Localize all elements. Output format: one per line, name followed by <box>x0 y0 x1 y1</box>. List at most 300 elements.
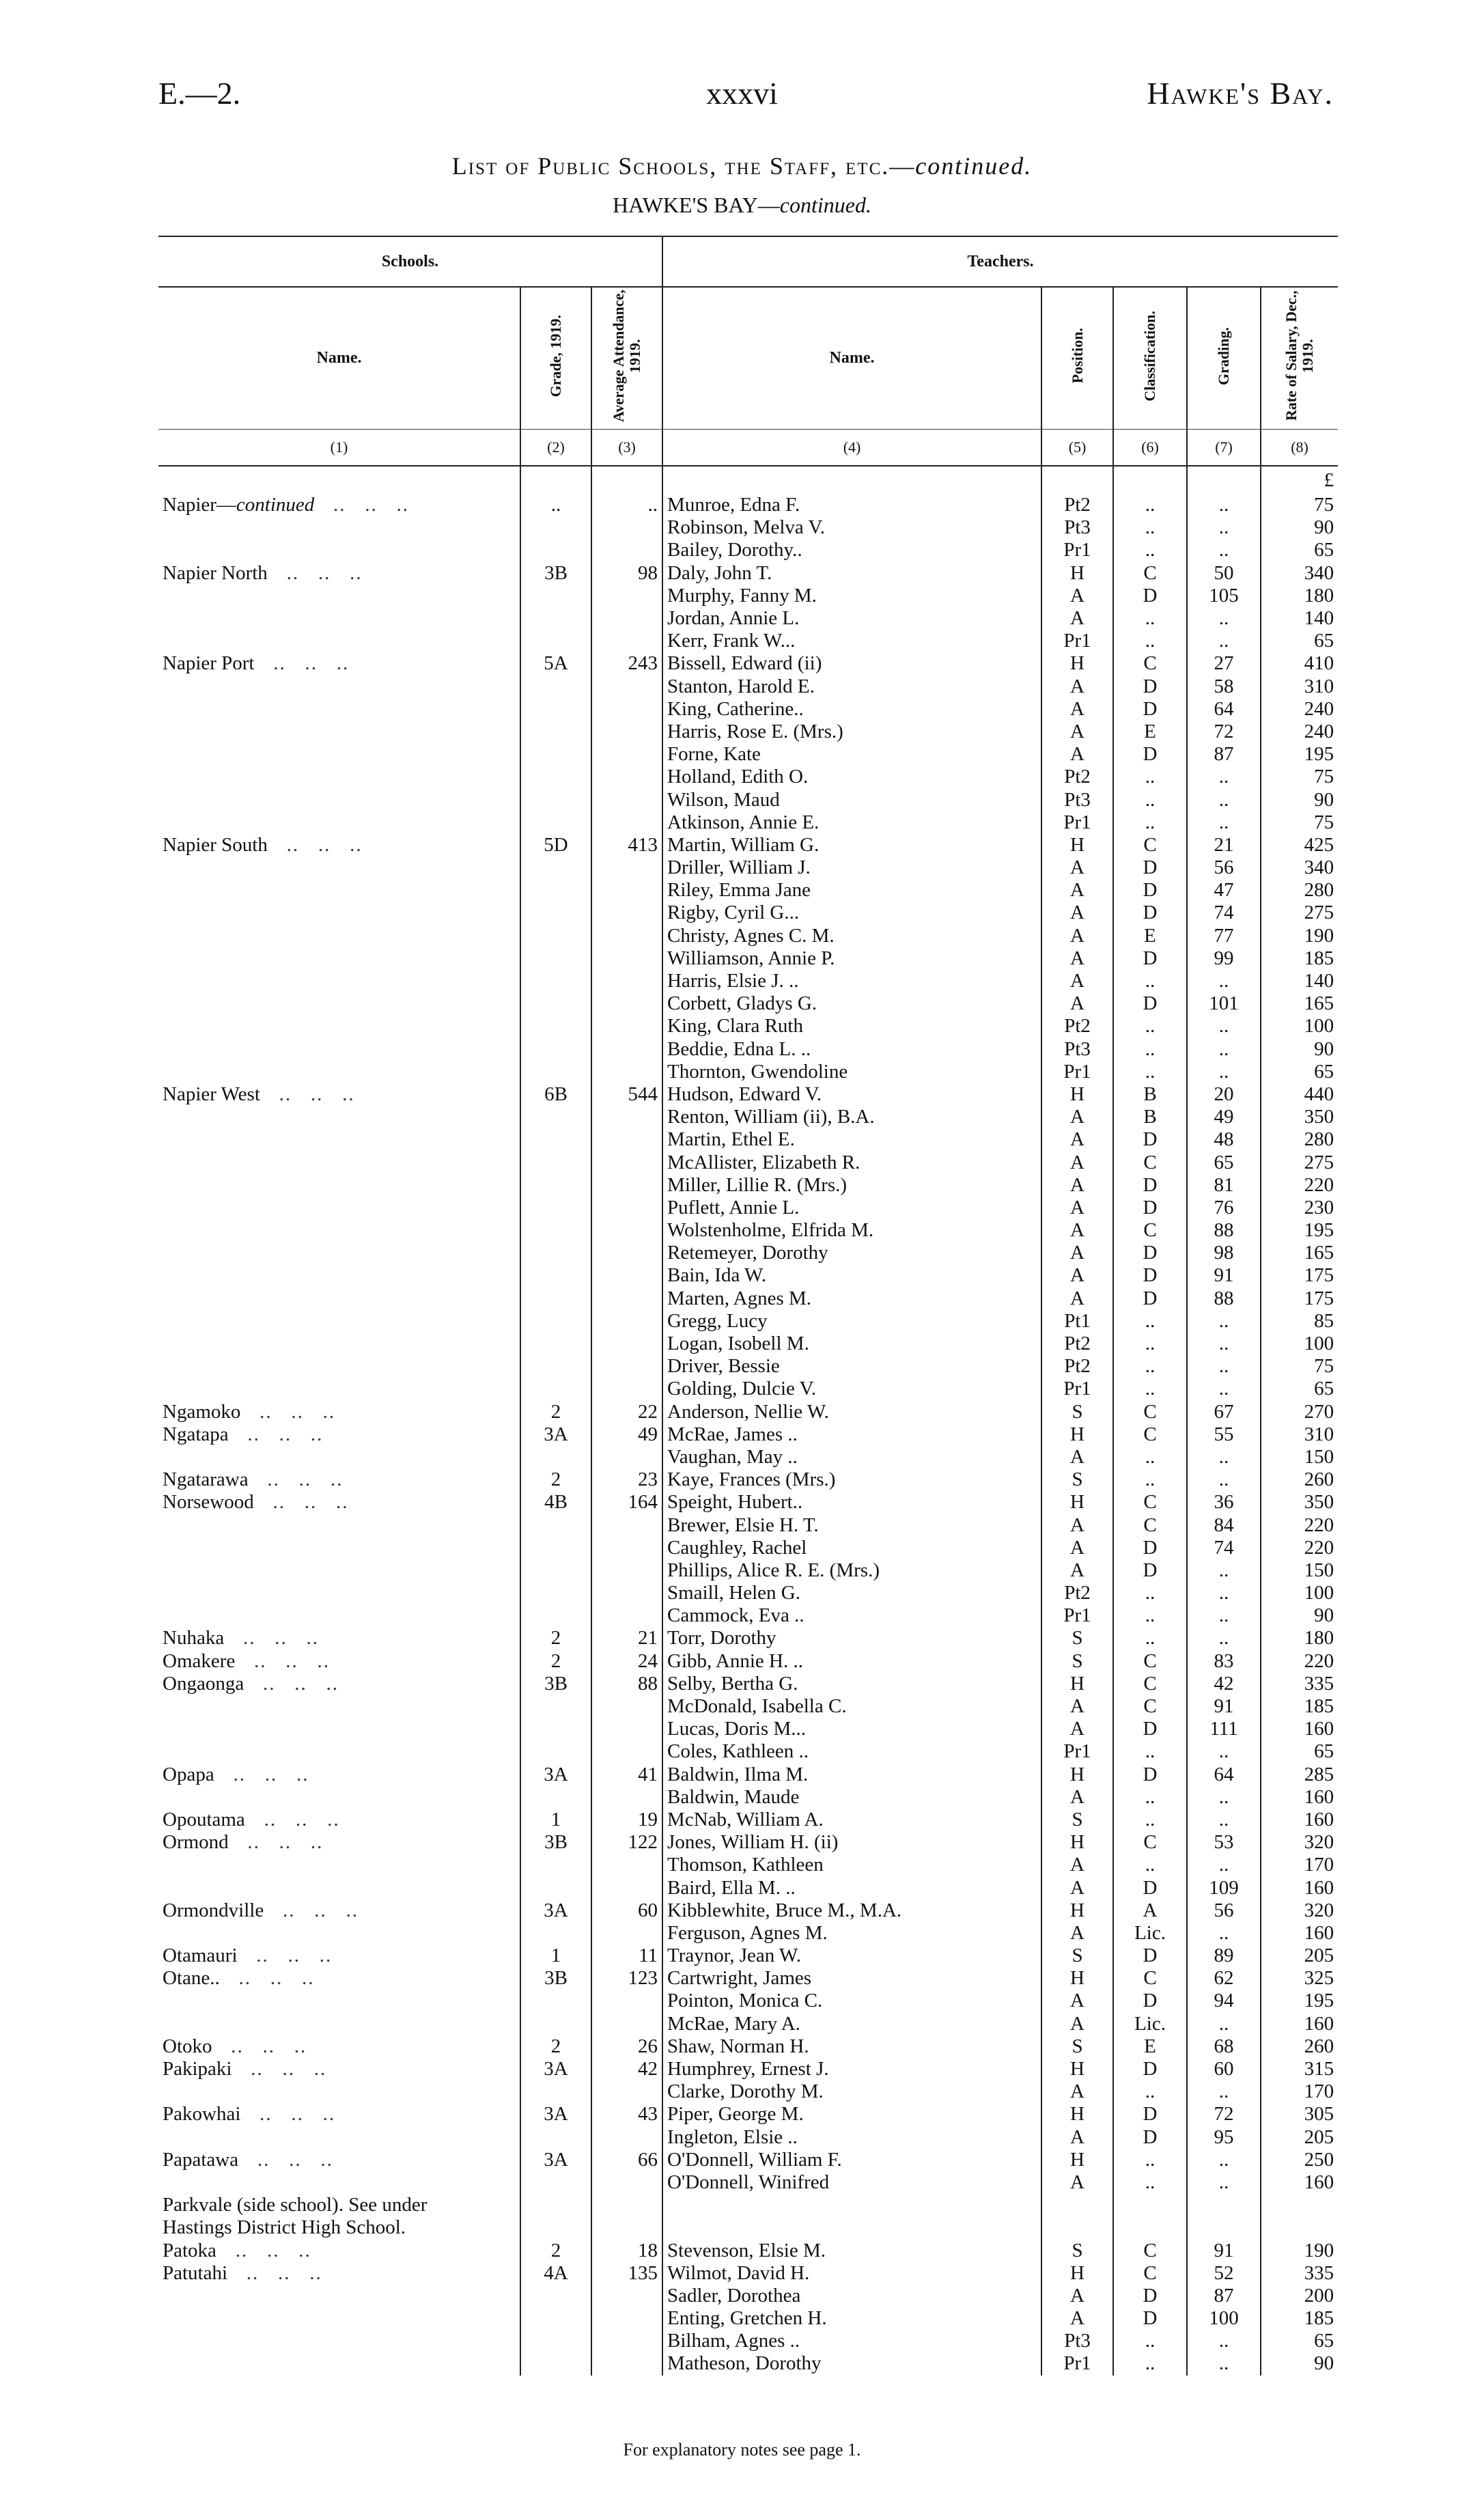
teacher-classification: .. <box>1113 1786 1187 1809</box>
teacher-grading: 65 <box>1187 1151 1261 1173</box>
teacher-classification: D <box>1113 947 1187 970</box>
school-name <box>158 856 520 879</box>
teacher-grading: .. <box>1187 2171 1261 2194</box>
teacher-name <box>662 1264 1041 1287</box>
table-row <box>158 879 1338 902</box>
school-attendance: 11 <box>591 1945 662 1967</box>
school-attendance <box>591 2080 662 2103</box>
teacher-classification: .. <box>1113 1582 1187 1604</box>
table-row <box>158 2058 1338 2080</box>
school-attendance <box>591 1740 662 1763</box>
school-attendance <box>591 1559 662 1582</box>
col-position <box>1041 287 1113 430</box>
teacher-position: A <box>1041 1854 1113 1876</box>
school-attendance: 135 <box>591 2262 662 2285</box>
teacher-name <box>662 1038 1041 1061</box>
teacher-grading: .. <box>1187 1446 1261 1468</box>
teacher-name <box>662 1990 1041 2012</box>
table-row <box>158 1899 1338 1922</box>
teacher-name-text: Kibblewhite, Bruce M., M.A. <box>667 1899 902 1921</box>
school-name-text: Ormond <box>163 1831 229 1854</box>
school-grade: 2 <box>520 2239 591 2261</box>
teacher-classification: D <box>1113 585 1187 607</box>
teacher-classification: Lic. <box>1113 1922 1187 1945</box>
teacher-name-text: Kerr, Frank W... <box>667 630 796 652</box>
teacher-grading: 77 <box>1187 925 1261 947</box>
teacher-salary: 220 <box>1261 1514 1338 1536</box>
school-name <box>158 1219 520 1242</box>
school-grade <box>520 1876 591 1899</box>
teacher-position <box>1041 2216 1113 2239</box>
teacher-name-text: Jordan, Annie L. <box>667 607 800 630</box>
school-name <box>158 902 520 924</box>
school-name-text: Napier West <box>163 1083 260 1105</box>
teacher-position: A <box>1041 698 1113 721</box>
teacher-name-text: Holland, Edith O. <box>667 766 809 788</box>
teacher-grading: 95 <box>1187 2126 1261 2149</box>
school-grade <box>520 743 591 766</box>
col-num-1: (1) <box>158 430 520 466</box>
table-row <box>158 2149 1338 2171</box>
teacher-position: Pt3 <box>1041 788 1113 811</box>
teacher-name <box>662 2103 1041 2126</box>
teacher-name <box>662 2330 1041 2352</box>
teacher-grading: .. <box>1187 1015 1261 1037</box>
school-name <box>158 721 520 743</box>
teacher-grading: 27 <box>1187 652 1261 675</box>
teacher-name <box>662 1604 1041 1627</box>
teacher-name <box>662 1876 1041 1899</box>
teacher-name-text: Gregg, Lucy <box>667 1309 768 1332</box>
school-name <box>158 1310 520 1333</box>
teacher-salary: 350 <box>1261 1106 1338 1128</box>
teacher-position: H <box>1041 652 1113 675</box>
teacher-position: A <box>1041 1446 1113 1468</box>
table-row <box>158 630 1338 652</box>
teacher-name <box>662 494 1041 516</box>
school-name <box>158 607 520 630</box>
teacher-position: H <box>1041 1423 1113 1446</box>
teacher-classification: .. <box>1113 2171 1187 2194</box>
teacher-grading: .. <box>1187 2330 1261 2352</box>
teacher-name-text: Forne, Kate <box>667 743 761 766</box>
school-name <box>158 2035 520 2058</box>
school-name-text: Otane.. <box>163 1967 220 1990</box>
teacher-position: A <box>1041 2126 1113 2149</box>
teacher-salary: 200 <box>1261 2285 1338 2307</box>
teacher-salary: 195 <box>1261 743 1338 766</box>
teacher-grading: .. <box>1187 1854 1261 1876</box>
teacher-position: Pt3 <box>1041 1038 1113 1061</box>
teacher-classification: C <box>1113 562 1187 585</box>
teacher-name-text: Thomson, Kathleen <box>667 1854 824 1876</box>
teacher-name <box>662 1718 1041 1740</box>
teacher-position: A <box>1041 1876 1113 1899</box>
teacher-salary: 190 <box>1261 925 1338 947</box>
teacher-name <box>662 1174 1041 1197</box>
school-attendance: 21 <box>591 1627 662 1649</box>
leader-dots: .. .. .. <box>235 1649 331 1672</box>
school-grade: 1 <box>520 1945 591 1967</box>
group-header-row <box>158 236 1338 287</box>
school-name <box>158 811 520 834</box>
table-row <box>158 2171 1338 2194</box>
teacher-classification: .. <box>1113 1740 1187 1763</box>
teacher-salary: 175 <box>1261 1264 1338 1287</box>
school-name <box>158 1106 520 1128</box>
teacher-salary: 315 <box>1261 2058 1338 2080</box>
teacher-classification: .. <box>1113 2149 1187 2171</box>
teacher-salary: 75 <box>1261 766 1338 788</box>
school-name <box>158 562 520 585</box>
table-row <box>158 2216 1338 2239</box>
school-name <box>158 1264 520 1287</box>
school-name-text: Patoka <box>163 2239 216 2261</box>
school-name <box>158 698 520 721</box>
school-grade: 3B <box>520 1967 591 1990</box>
teacher-name-text: Anderson, Nellie W. <box>667 1400 829 1423</box>
teacher-name-text: Baldwin, Ilma M. <box>667 1763 809 1785</box>
teacher-name-text: Wilmot, David H. <box>667 2261 810 2284</box>
table-row <box>158 494 1338 516</box>
teacher-name-text: Renton, William (ii), B.A. <box>667 1106 875 1128</box>
school-attendance <box>591 2013 662 2035</box>
school-grade <box>520 1174 591 1197</box>
teacher-name-text: McRae, Mary A. <box>667 2012 800 2035</box>
school-name <box>158 2013 520 2035</box>
teacher-salary: 90 <box>1261 1038 1338 1061</box>
teacher-grading: .. <box>1187 1604 1261 1627</box>
teacher-salary: 160 <box>1261 1786 1338 1809</box>
teacher-position: S <box>1041 2239 1113 2261</box>
school-grade <box>520 1559 591 1582</box>
table-row <box>158 992 1338 1015</box>
school-grade <box>520 1038 591 1061</box>
teacher-salary: 185 <box>1261 2307 1338 2330</box>
school-attendance <box>591 1718 662 1740</box>
school-attendance <box>591 1219 662 1242</box>
col-num-2: (2) <box>520 430 591 466</box>
teacher-name-text: Daly, John T. <box>667 561 772 584</box>
teacher-name-text: Lucas, Doris M... <box>667 1718 807 1740</box>
table-row <box>158 1945 1338 1967</box>
teacher-position: A <box>1041 947 1113 970</box>
school-grade <box>520 630 591 652</box>
teacher-grading: 98 <box>1187 1242 1261 1264</box>
teacher-position: Pr1 <box>1041 2352 1113 2375</box>
leader-dots: .. .. .. <box>253 1491 349 1514</box>
teacher-name <box>662 2285 1041 2307</box>
school-attendance <box>591 1514 662 1536</box>
school-attendance: .. <box>591 494 662 516</box>
teacher-name-text: Phillips, Alice R. E. (Mrs.) <box>667 1559 880 1581</box>
teacher-name-text: Brewer, Elsie H. T. <box>667 1514 819 1536</box>
teacher-position: H <box>1041 1967 1113 1990</box>
school-grade <box>520 2171 591 2194</box>
teacher-name <box>662 2126 1041 2149</box>
table-row <box>158 743 1338 766</box>
teacher-name <box>662 1446 1041 1468</box>
teacher-classification: .. <box>1113 539 1187 561</box>
school-grade: .. <box>520 494 591 516</box>
teacher-grading: .. <box>1187 2149 1261 2171</box>
teacher-classification: D <box>1113 2126 1187 2149</box>
school-grade <box>520 1740 591 1763</box>
teacher-salary: 230 <box>1261 1197 1338 1219</box>
teacher-name <box>662 2013 1041 2035</box>
teacher-salary: 440 <box>1261 1083 1338 1106</box>
school-name-text: Patutahi <box>163 2261 228 2284</box>
school-grade: 1 <box>520 1809 591 1831</box>
table-row <box>158 1446 1338 1468</box>
teacher-grading: .. <box>1187 1809 1261 1831</box>
teacher-name-text: Munroe, Edna F. <box>667 494 800 516</box>
teacher-name-text: Williamson, Annie P. <box>667 947 835 969</box>
teacher-position: A <box>1041 1242 1113 1264</box>
table-row <box>158 788 1338 811</box>
school-name <box>158 992 520 1015</box>
school-grade <box>520 1128 591 1151</box>
table-row <box>158 1468 1338 1491</box>
teacher-classification: C <box>1113 2262 1187 2285</box>
table-row <box>158 1764 1338 1786</box>
school-attendance <box>591 1537 662 1559</box>
leader-dots: .. .. .. <box>237 1945 333 1967</box>
school-grade: 2 <box>520 2035 591 2058</box>
teacher-grading: 105 <box>1187 585 1261 607</box>
teacher-position: A <box>1041 1786 1113 1809</box>
school-grade <box>520 1355 591 1378</box>
teacher-grading: 99 <box>1187 947 1261 970</box>
teacher-name <box>662 562 1041 585</box>
table-row <box>158 676 1338 698</box>
teacher-name <box>662 1468 1041 1491</box>
teacher-name <box>662 2058 1041 2080</box>
school-grade <box>520 902 591 924</box>
school-name-text: Ngatarawa <box>163 1468 249 1491</box>
school-attendance <box>591 1128 662 1151</box>
teacher-salary: 275 <box>1261 902 1338 924</box>
leader-dots: .. .. .. <box>214 1763 309 1785</box>
teacher-classification: D <box>1113 992 1187 1015</box>
teacher-grading: .. <box>1187 1559 1261 1582</box>
school-grade <box>520 516 591 539</box>
teacher-name-text: Logan, Isobell M. <box>667 1333 809 1355</box>
teacher-classification: .. <box>1113 1378 1187 1400</box>
school-grade <box>520 1854 591 1876</box>
table-row <box>158 1990 1338 2012</box>
school-grade <box>520 1378 591 1400</box>
teacher-classification: E <box>1113 925 1187 947</box>
school-attendance: 24 <box>591 1650 662 1673</box>
teacher-classification: D <box>1113 1718 1187 1740</box>
table-row <box>158 1242 1338 1264</box>
teacher-grading: 62 <box>1187 1967 1261 1990</box>
table-row <box>158 1264 1338 1287</box>
school-grade <box>520 1446 591 1468</box>
school-attendance <box>591 1242 662 1264</box>
school-grade <box>520 1197 591 1219</box>
school-name <box>158 1491 520 1514</box>
school-name <box>158 788 520 811</box>
school-attendance: 98 <box>591 562 662 585</box>
school-grade <box>520 766 591 788</box>
teacher-name <box>662 516 1041 539</box>
teacher-name <box>662 1740 1041 1763</box>
teacher-salary: 205 <box>1261 2126 1338 2149</box>
teacher-salary: 65 <box>1261 630 1338 652</box>
teacher-name-text: Corbett, Gladys G. <box>667 992 817 1015</box>
teacher-name-text: Jones, William H. (ii) <box>667 1831 839 1854</box>
teacher-grading: .. <box>1187 516 1261 539</box>
table-row <box>158 1718 1338 1740</box>
teacher-grading: .. <box>1187 1310 1261 1333</box>
school-grade <box>520 947 591 970</box>
teacher-name-text: Riley, Emma Jane <box>667 879 811 902</box>
teacher-grading: 81 <box>1187 1174 1261 1197</box>
footnote: For explanatory notes see page 1. <box>623 2440 861 2460</box>
teacher-name <box>662 1831 1041 1854</box>
school-name <box>158 2330 520 2352</box>
page-ref: E.—2. <box>158 76 241 111</box>
teacher-classification: .. <box>1113 811 1187 834</box>
teacher-position: H <box>1041 1083 1113 1106</box>
teacher-salary: 340 <box>1261 856 1338 879</box>
teacher-grading: .. <box>1187 811 1261 834</box>
teacher-position: S <box>1041 1468 1113 1491</box>
teacher-grading: 47 <box>1187 879 1261 902</box>
school-attendance <box>591 992 662 1015</box>
school-attendance <box>591 585 662 607</box>
school-name <box>158 1876 520 1899</box>
teacher-grading: 56 <box>1187 856 1261 879</box>
teacher-position: Pt2 <box>1041 494 1113 516</box>
currency-row <box>158 466 1338 494</box>
school-attendance <box>591 1446 662 1468</box>
teacher-name <box>662 1809 1041 1831</box>
teacher-salary: 75 <box>1261 494 1338 516</box>
teacher-position: A <box>1041 1151 1113 1173</box>
teacher-salary: 160 <box>1261 1876 1338 1899</box>
school-name <box>158 2216 520 2239</box>
teacher-classification: .. <box>1113 630 1187 652</box>
school-grade <box>520 2285 591 2307</box>
teacher-salary: 90 <box>1261 1604 1338 1627</box>
teacher-position: A <box>1041 1264 1113 1287</box>
teacher-classification: Lic. <box>1113 2013 1187 2035</box>
school-grade <box>520 1061 591 1083</box>
table-row <box>158 766 1338 788</box>
teacher-classification: C <box>1113 652 1187 675</box>
school-name-text: Norsewood <box>163 1491 254 1514</box>
teacher-grading: .. <box>1187 970 1261 992</box>
school-attendance: 26 <box>591 2035 662 2058</box>
table-row <box>158 607 1338 630</box>
teacher-classification: C <box>1113 2239 1187 2261</box>
teacher-name-text: Bailey, Dorothy.. <box>667 539 802 561</box>
teacher-position: H <box>1041 1764 1113 1786</box>
teacher-name <box>662 1491 1041 1514</box>
teacher-name <box>662 2035 1041 2058</box>
school-attendance <box>591 925 662 947</box>
teacher-position: Pr1 <box>1041 539 1113 561</box>
table-row <box>158 2262 1338 2285</box>
school-grade: 3A <box>520 2149 591 2171</box>
school-name <box>158 2171 520 2194</box>
table-row <box>158 2013 1338 2035</box>
school-attendance: 22 <box>591 1401 662 1423</box>
teacher-position: A <box>1041 1514 1113 1536</box>
teacher-salary: 275 <box>1261 1151 1338 1173</box>
school-grade <box>520 2352 591 2375</box>
teacher-name-text: Shaw, Norman H. <box>667 2035 809 2057</box>
teacher-grading <box>1187 2194 1261 2216</box>
teacher-name-text: Cartwright, James <box>667 1967 812 1990</box>
table-row <box>158 1061 1338 1083</box>
teacher-name <box>662 1945 1041 1967</box>
teacher-position: A <box>1041 721 1113 743</box>
teacher-salary: 335 <box>1261 1673 1338 1695</box>
teacher-position: Pt2 <box>1041 1015 1113 1037</box>
school-grade <box>520 2126 591 2149</box>
teacher-salary: 165 <box>1261 1242 1338 1264</box>
teacher-position: S <box>1041 1945 1113 1967</box>
teacher-grading: 94 <box>1187 1990 1261 2012</box>
teacher-classification: C <box>1113 1151 1187 1173</box>
school-grade <box>520 925 591 947</box>
teacher-grading: 88 <box>1187 1219 1261 1242</box>
table-row <box>158 1559 1338 1582</box>
school-name <box>158 1355 520 1378</box>
teacher-salary: 305 <box>1261 2103 1338 2126</box>
teacher-position: A <box>1041 2307 1113 2330</box>
teacher-name <box>662 676 1041 698</box>
teacher-grading <box>1187 2216 1261 2239</box>
teacher-classification: .. <box>1113 1038 1187 1061</box>
school-attendance <box>591 1582 662 1604</box>
leader-dots: .. .. .. <box>254 652 350 675</box>
teacher-position: A <box>1041 1718 1113 1740</box>
col-attendance <box>591 287 662 430</box>
school-grade: 2 <box>520 1650 591 1673</box>
school-attendance <box>591 539 662 561</box>
teacher-grading: .. <box>1187 1922 1261 1945</box>
teacher-salary: 350 <box>1261 1491 1338 1514</box>
teacher-position: Pr1 <box>1041 1740 1113 1763</box>
table-row <box>158 1854 1338 1876</box>
teacher-salary: 175 <box>1261 1287 1338 1310</box>
teacher-name <box>662 1967 1041 1990</box>
teacher-salary: 100 <box>1261 1333 1338 1355</box>
teacher-grading: 64 <box>1187 1764 1261 1786</box>
school-attendance <box>591 2307 662 2330</box>
teacher-grading: 60 <box>1187 2058 1261 2080</box>
teacher-name-text: King, Clara Ruth <box>667 1015 803 1037</box>
teacher-position: A <box>1041 743 1113 766</box>
school-grade: 3A <box>520 2058 591 2080</box>
leader-dots: .. .. .. <box>216 2239 311 2261</box>
teacher-name <box>662 1333 1041 1355</box>
teacher-name <box>662 607 1041 630</box>
teacher-position: A <box>1041 879 1113 902</box>
teacher-grading: .. <box>1187 2080 1261 2103</box>
school-name-text: Ormondville <box>163 1899 264 1921</box>
teacher-position: H <box>1041 562 1113 585</box>
teacher-name <box>662 585 1041 607</box>
teacher-position: Pt2 <box>1041 1582 1113 1604</box>
table-row <box>158 516 1338 539</box>
teacher-classification: C <box>1113 834 1187 856</box>
